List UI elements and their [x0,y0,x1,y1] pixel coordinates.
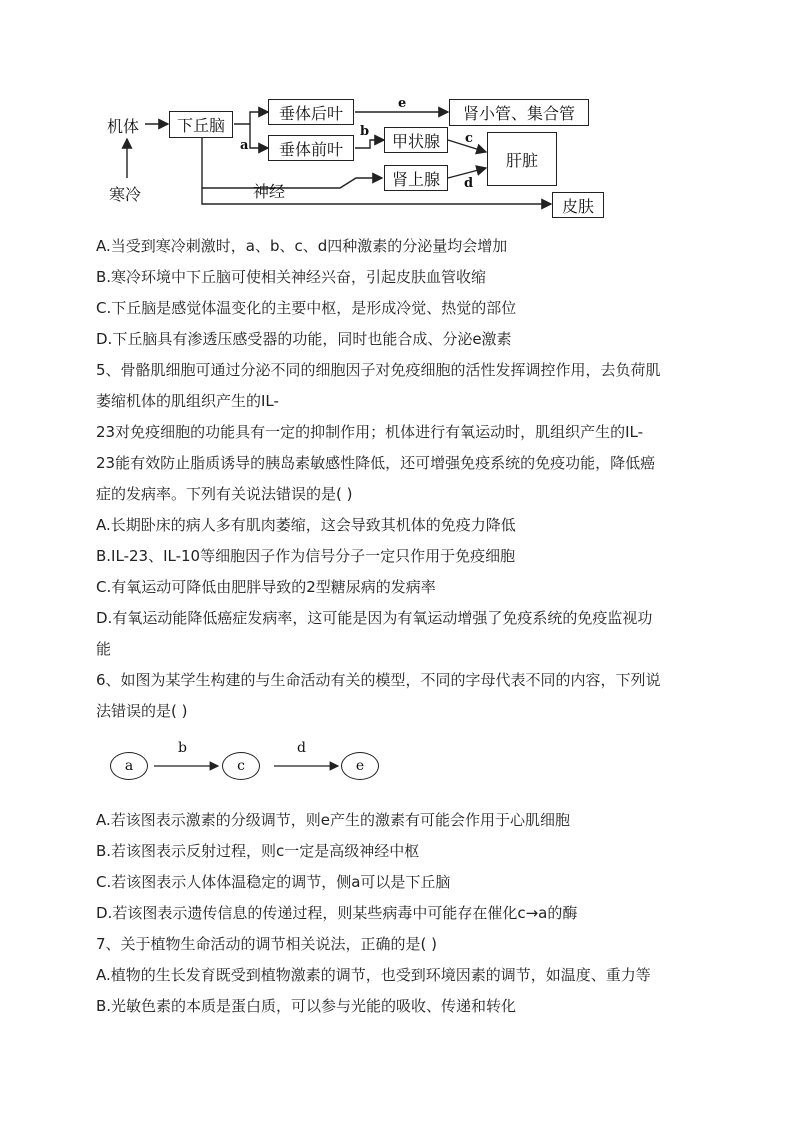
q7-stem: 7、关于植物生命活动的调节相关说法，正确的是( ) [96,935,438,953]
body-label: 机体 [107,117,140,136]
letter-a: a [240,138,249,153]
q6-stem-line: 法错误的是( ) [96,702,188,720]
anterior-pituitary-box: 垂体前叶 [268,135,354,161]
cold-label: 寒冷 [109,185,142,204]
q6-stem-line: 6、如图为某学生构建的与生命活动有关的模型，不同的字母代表不同的内容，下列说 [96,671,661,689]
posterior-pituitary-box: 垂体后叶 [268,99,354,125]
q6-option-b: B.若该图表示反射过程，则c一定是高级神经中枢 [96,842,420,860]
q6-option-d: D.若该图表示遗传信息的传递过程，则某些病毒中可能存在催化c→a的酶 [96,904,578,922]
letter-e: e [398,96,407,111]
q5-stem-line: 23对免疫细胞的功能具有一定的抑制作用；机体进行有氧运动时，肌组织产生的IL- [96,423,644,441]
node-e: e [341,752,379,780]
letter-c: c [465,131,473,146]
q5-stem-line: 症的发病率。下列有关说法错误的是( ) [96,485,353,503]
q5-stem-line: 23能有效防止脂质诱导的胰岛素敏感性降低，还可增强免疫系统的免疫功能，降低癌 [96,454,656,472]
q4-option-c: C.下丘脑是感觉体温变化的主要中枢，是形成冷觉、热觉的部位 [96,299,517,317]
q4-option-d: D.下丘脑具有渗透压感受器的功能，同时也能合成、分泌e激素 [96,330,512,348]
hypothalamus-box: 下丘脑 [169,111,233,138]
q5-option-d-cont: 能 [96,640,112,658]
q5-stem-line: 5、骨骼肌细胞可通过分泌不同的细胞因子对免疫细胞的活性发挥调控作用，去负荷肌 [96,361,661,379]
letter-b: b [360,124,370,139]
letter-d: d [464,176,474,191]
q5-option-d: D.有氧运动能降低癌症发病率，这可能是因为有氧运动增强了免疫系统的免疫监视功 [96,609,653,627]
q4-option-b: B.寒冷环境中下丘脑可使相关神经兴奋，引起皮肤血管收缩 [96,268,487,286]
q4-option-a: A.当受到寒冷刺激时，a、b、c、d四种激素的分泌量均会增加 [96,237,508,255]
kidney-tubule-box: 肾小管、集合管 [449,99,589,126]
q5-option-a: A.长期卧床的病人多有肌肉萎缩，这会导致其机体的免疫力降低 [96,516,516,534]
q7-option-a: A.植物的生长发育既受到植物激素的调节，也受到环境因素的调节，如温度、重力等 [96,966,651,984]
nerve-label: 神经 [253,182,286,201]
q5-option-c: C.有氧运动可降低由肥胖导致的2型糖尿病的发病率 [96,578,436,596]
thyroid-box: 甲状腺 [384,127,448,153]
q7-option-b: B.光敏色素的本质是蛋白质，可以参与光能的吸收、传递和转化 [96,997,517,1015]
q5-option-b: B.IL-23、IL-10等细胞因子作为信号分子一定只作用于免疫细胞 [96,547,516,565]
node-c: c [222,752,260,780]
edge-b-label: b [178,740,187,756]
skin-box: 皮肤 [552,192,604,218]
q6-option-a: A.若该图表示激素的分级调节，则e产生的激素有可能会作用于心肌细胞 [96,811,570,829]
q5-stem-line: 萎缩机体的肌组织产生的IL- [96,392,279,410]
liver-box: 肝脏 [487,132,557,186]
node-a: a [110,752,148,780]
edge-d-label: d [297,740,306,756]
adrenal-box: 肾上腺 [384,165,448,191]
q6-option-c: C.若该图表示人体体温稳定的调节，侧a可以是下丘脑 [96,873,451,891]
